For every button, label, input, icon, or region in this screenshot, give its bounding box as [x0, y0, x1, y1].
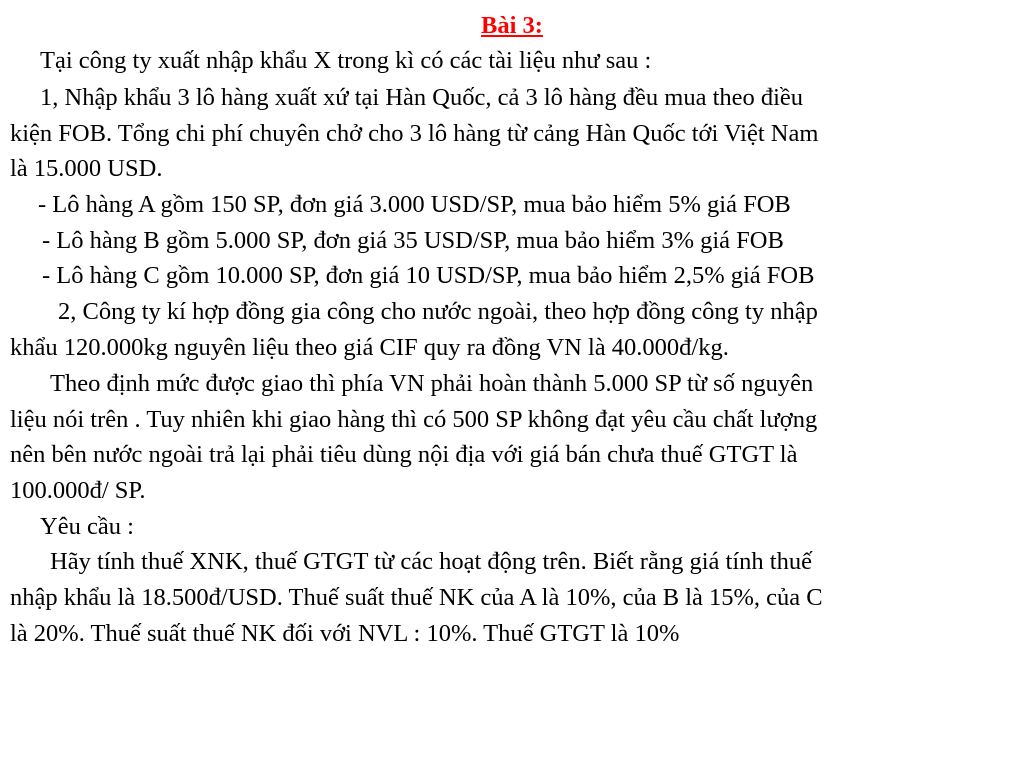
- intro-line: Tại công ty xuất nhập khẩu X trong kì có các tài liệu như sau :: [40, 47, 652, 74]
- paragraph-3-line-3: nên bên nước ngoài trả lại phải tiêu dùng nội địa với giá bán chưa thuế GTGT là: [10, 441, 798, 468]
- paragraph-2-line-2: khẩu 120.000kg nguyên liệu theo giá CIF quy ra đồng VN là 40.000đ/kg.: [10, 334, 729, 361]
- requirement-line-3: là 20%. Thuế suất thuế NK đối với NVL : 10%. Thuế GTGT là 10%: [10, 620, 680, 647]
- requirement-line-2: nhập khẩu là 18.500đ/USD. Thuế suất thuế NK của A là 10%, của B là 15%, của C: [10, 584, 823, 611]
- paragraph-1-line-3: là 15.000 USD.: [10, 155, 163, 182]
- paragraph-3-line-1: Theo định mức được giao thì phía VN phải hoàn thành 5.000 SP từ số nguyên: [50, 370, 814, 397]
- exercise-title: Bài 3:: [481, 12, 543, 39]
- paragraph-3-line-2: liệu nói trên . Tuy nhiên khi giao hàng thì có 500 SP không đạt yêu cầu chất lượng: [10, 406, 818, 433]
- requirement-label: Yêu cầu :: [40, 513, 134, 540]
- lot-b-line: - Lô hàng B gồm 5.000 SP, đơn giá 35 USD/SP, mua bảo hiểm 3% giá FOB: [42, 227, 784, 254]
- lot-a-line: - Lô hàng A gồm 150 SP, đơn giá 3.000 USD/SP, mua bảo hiểm 5% giá FOB: [38, 191, 791, 218]
- paragraph-1-line-2: kiện FOB. Tổng chi phí chuyên chở cho 3 lô hàng từ cảng Hàn Quốc tới Việt Nam: [10, 120, 819, 147]
- lot-c-line: - Lô hàng C gồm 10.000 SP, đơn giá 10 USD/SP, mua bảo hiểm 2,5% giá FOB: [42, 262, 815, 289]
- paragraph-2-line-1: 2, Công ty kí hợp đồng gia công cho nước ngoài, theo hợp đồng công ty nhập: [58, 298, 818, 325]
- paragraph-3-line-4: 100.000đ/ SP.: [10, 477, 146, 504]
- requirement-line-1: Hãy tính thuế XNK, thuế GTGT từ các hoạt động trên. Biết rằng giá tính thuế: [50, 548, 812, 575]
- paragraph-1-line-1: 1, Nhập khẩu 3 lô hàng xuất xứ tại Hàn Quốc, cả 3 lô hàng đều mua theo điều: [40, 84, 804, 111]
